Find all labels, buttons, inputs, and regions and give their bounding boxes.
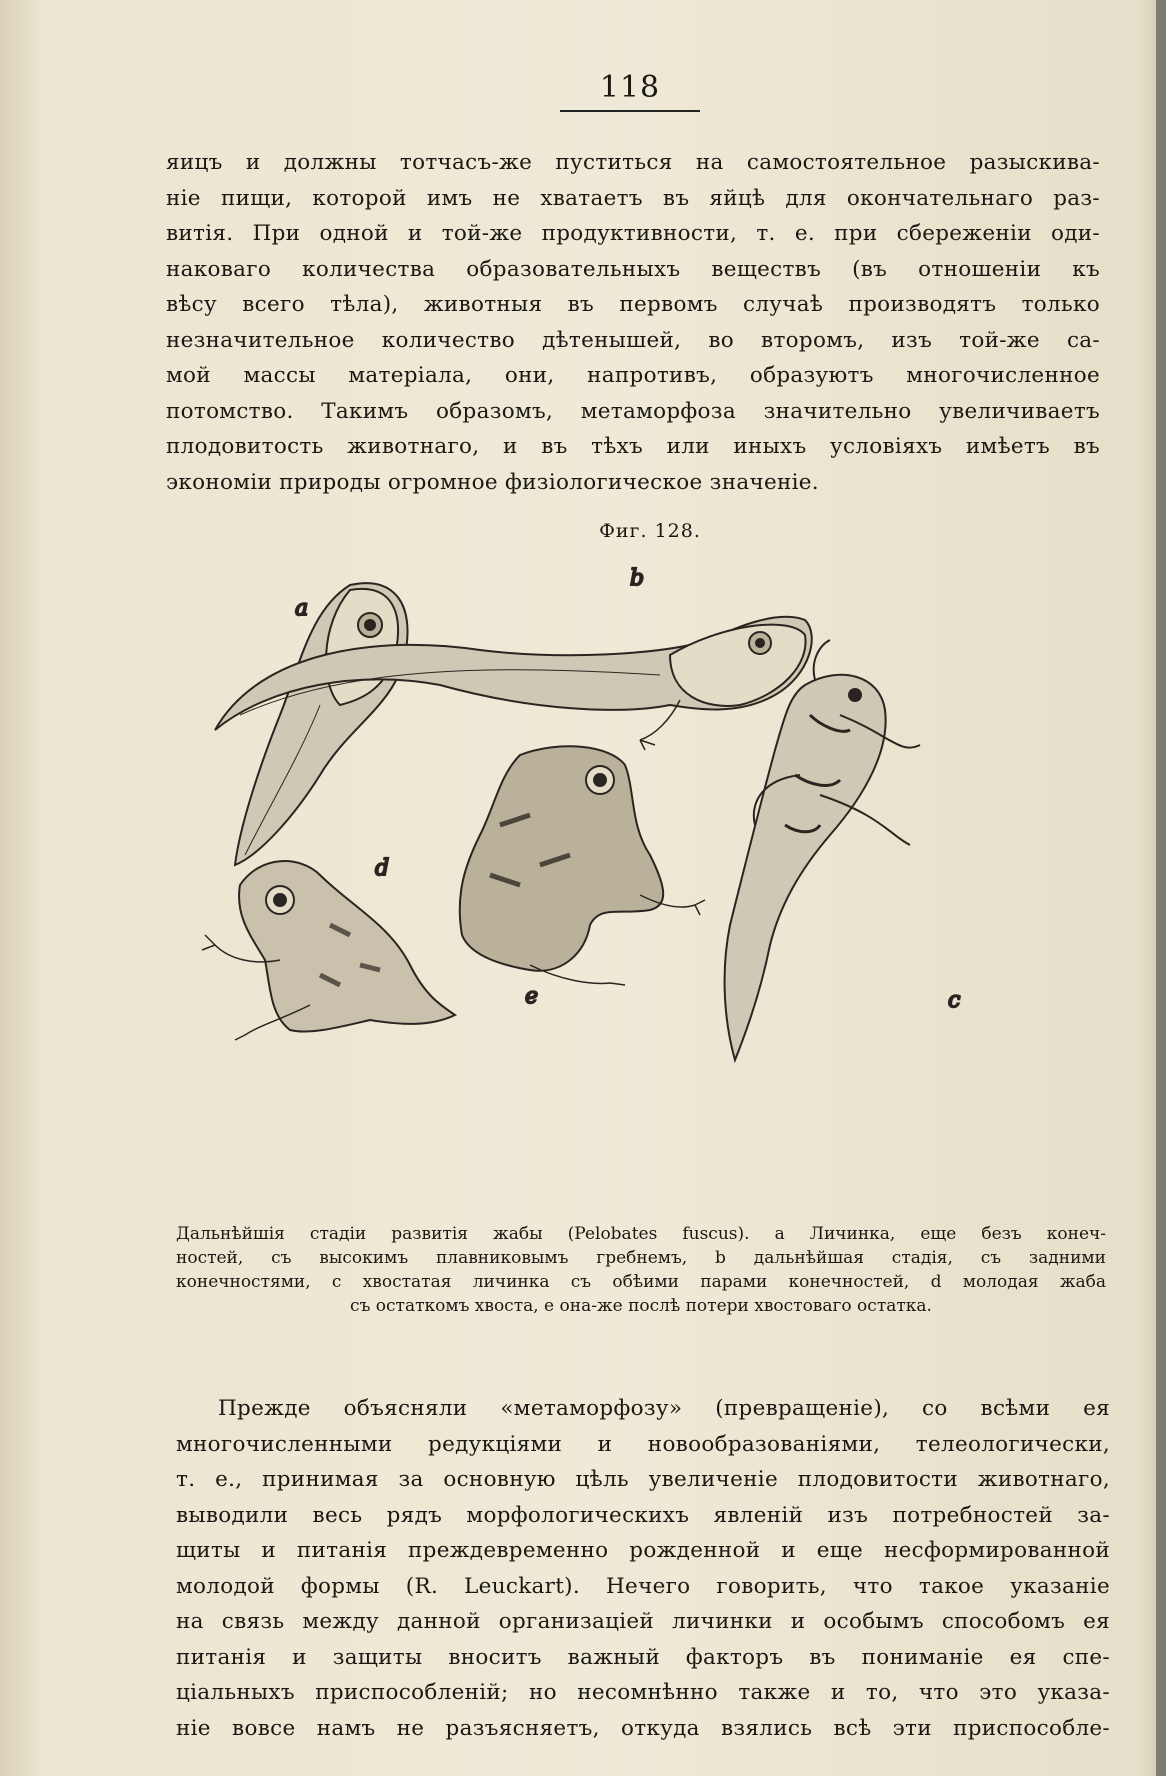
tadpole-a-drawing (235, 583, 408, 865)
figure-label-c: c (948, 988, 961, 1013)
figure-caption (176, 1222, 1106, 1318)
text-line: Прежде объясняли «метаморфозу» (превращеніе), со всѣми ея (218, 1396, 1110, 1421)
figure-label-e: e (525, 984, 539, 1009)
figure-toad-metamorphosis (200, 565, 1120, 1220)
figure-illustration (200, 565, 1120, 1220)
text-line: ціальныхъ приспособленій; но несомнѣнно также и то, что это указа- (176, 1680, 1110, 1705)
text-line: питанія и защиты вноситъ важный факторъ въ пониманіе ея спе- (176, 1644, 1110, 1670)
caption-line: Дальнѣйшія стадіи развитія жабы (Pelobates fuscus). a Личинка, еще безъ конеч- (176, 1224, 1106, 1244)
figure-title: Фиг. 128. (599, 520, 701, 542)
page-number-rule (560, 110, 700, 112)
text-line: витія. При одной и той-же продуктивности, т. е. при сбереженіи оди- (166, 221, 1100, 246)
text-line: щиты и питанія преждевременно рожденной и еще несформированной (176, 1538, 1110, 1563)
caption-line: съ остаткомъ хвоста, e она-же послѣ потери хвостоваго остатка. (350, 1296, 932, 1316)
text-line: плодовитость животнаго, и въ тѣхъ или иныхъ условіяхъ имѣетъ въ (166, 434, 1100, 459)
text-line: мой массы матеріала, они, напротивъ, образуютъ многочисленное (166, 363, 1100, 388)
figure-label-b: b (630, 566, 645, 591)
text-line: многочисленными редукціями и новообразованіями, телеологически, (176, 1431, 1110, 1457)
caption-line: конечностями, c хвостатая личинка съ обѣими парами конечностей, d молодая жаба (176, 1272, 1106, 1292)
paragraph-bottom (176, 1391, 1110, 1746)
text-line: ніе пищи, которой имъ не хватаетъ въ яйцѣ для окончательнаго раз- (166, 185, 1100, 211)
text-line: вѣсу всего тѣла), животныя въ первомъ случаѣ производятъ только (166, 292, 1100, 317)
page-number: 118 (599, 70, 661, 105)
text-line: незначительное количество дѣтенышей, во второмъ, изъ той-же са- (166, 327, 1100, 353)
page-edge-shadow (1156, 0, 1166, 1776)
toad-e-drawing (460, 746, 705, 985)
text-line: наковаго количества образовательныхъ веществъ (въ отношеніи къ (166, 256, 1100, 282)
text-line: потомство. Такимъ образомъ, метаморфоза значительно увеличиваетъ (166, 398, 1100, 424)
text-line: молодой формы (R. Leuckart). Нечего говорить, что такое указаніе (176, 1573, 1110, 1599)
young-toad-d-drawing (202, 861, 455, 1040)
text-line: ніе вовсе намъ не разъясняетъ, откуда взялись всѣ эти приспособле- (176, 1715, 1110, 1741)
paragraph-top (166, 145, 1100, 500)
text-line: выводили весь рядъ морфологическихъ явленій изъ потребностей за- (176, 1502, 1110, 1528)
figure-label-d: d (375, 856, 390, 881)
figure-label-a: a (295, 596, 309, 621)
text-line: т. е., принимая за основную цѣль увеличеніе плодовитости животнаго, (176, 1467, 1110, 1492)
caption-line: ностей, съ высокимъ плавниковымъ гребнемъ, b дальнѣйшая стадія, съ задними (176, 1248, 1106, 1268)
text-line: экономіи природы огромное физіологическое значеніе. (166, 469, 819, 495)
text-line: яицъ и должны тотчасъ-же пуститься на самостоятельное разыскива- (166, 150, 1100, 175)
text-line: на связь между данной организаціей личинки и особымъ способомъ ея (176, 1609, 1110, 1634)
